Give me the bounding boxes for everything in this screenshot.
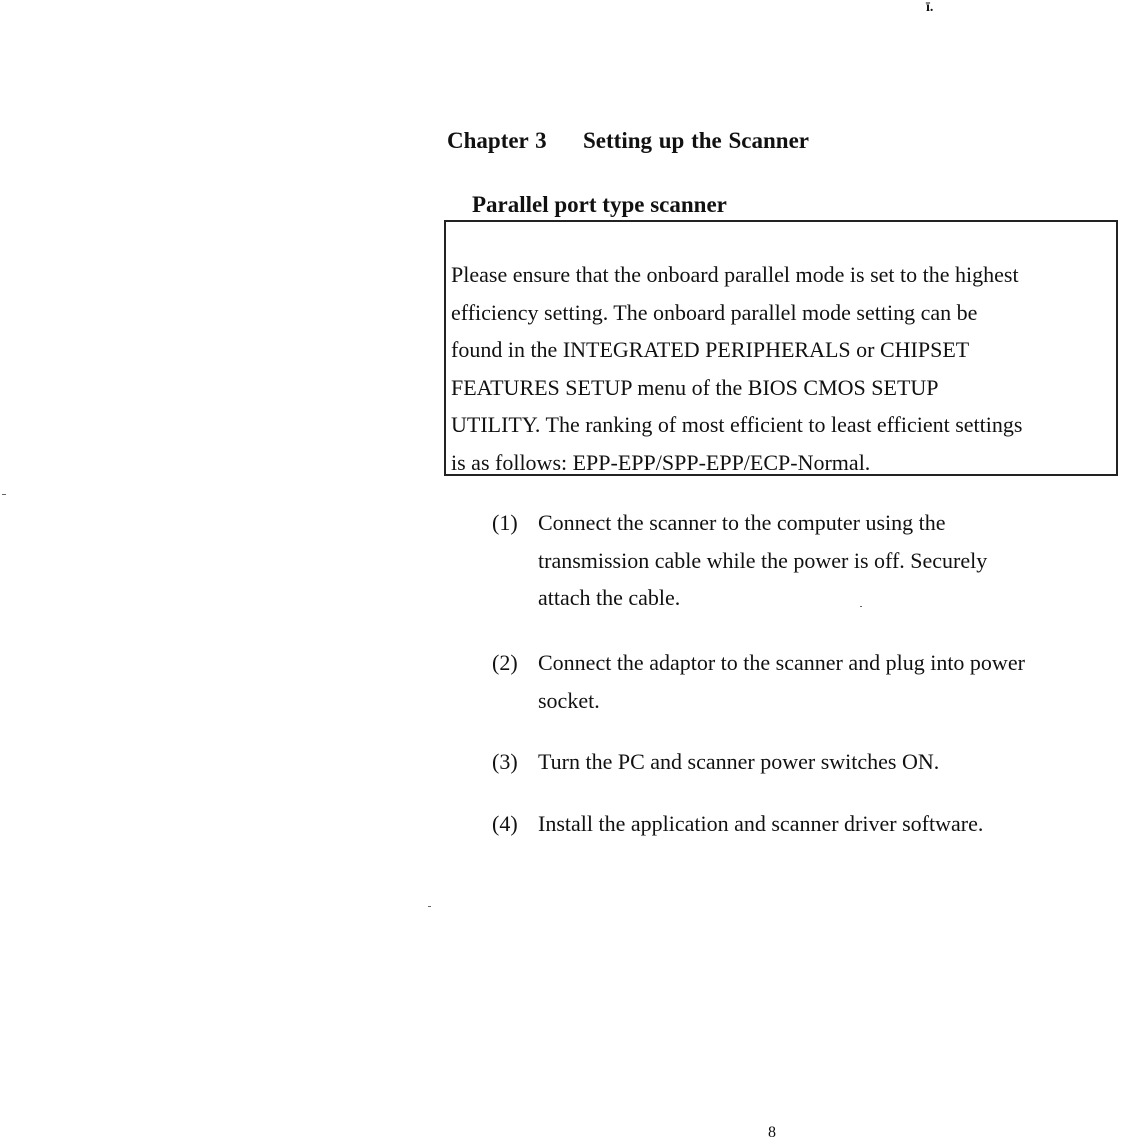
step-number: (2)	[492, 650, 518, 675]
section-heading: Parallel port type scanner	[472, 192, 727, 217]
note-line: is as follows: EPP-EPP/SPP-EPP/ECP-Normal.	[451, 449, 871, 475]
note-line: FEATURES SETUP menu of the BIOS CMOS SETUP	[451, 374, 939, 400]
step-number: (3)	[492, 749, 518, 774]
note-line: Please ensure that the onboard parallel mode is set to the highest	[451, 262, 1019, 287]
corner-mark: ī.	[926, 0, 934, 15]
step-line: Turn the PC and scanner power switches ON.	[538, 749, 940, 774]
note-box	[444, 220, 1118, 476]
chapter-heading	[447, 128, 809, 154]
step-text	[538, 743, 1112, 781]
step-number: (1)	[492, 510, 518, 535]
step-line: socket.	[538, 687, 600, 713]
step-line: transmission cable while the power is off. Securely	[538, 547, 988, 573]
step-line: Connect the adaptor to the scanner and plug into power	[538, 650, 1025, 675]
chapter-title: Setting up the Scanner	[583, 128, 809, 153]
scan-speck	[2, 494, 6, 495]
step-line: Connect the scanner to the computer using the	[538, 510, 946, 535]
note-line: efficiency setting. The onboard parallel mode setting can be	[451, 299, 978, 325]
step-number: (4)	[492, 811, 518, 836]
chapter-number: Chapter 3	[447, 128, 547, 153]
step-text	[538, 504, 1112, 617]
scan-speck	[860, 606, 862, 607]
step-line: attach the cable.	[538, 585, 681, 610]
scan-speck	[428, 906, 431, 907]
note-line: found in the INTEGRATED PERIPHERALS or CHIPSET	[451, 337, 970, 363]
page-number: 8	[768, 1124, 776, 1141]
note-text	[451, 256, 1119, 482]
note-line: UTILITY. The ranking of most efficient to least efficient settings	[451, 412, 1023, 438]
step-text	[538, 805, 1112, 843]
step-line: Install the application and scanner driver software.	[538, 811, 984, 836]
step-text	[538, 644, 1112, 719]
